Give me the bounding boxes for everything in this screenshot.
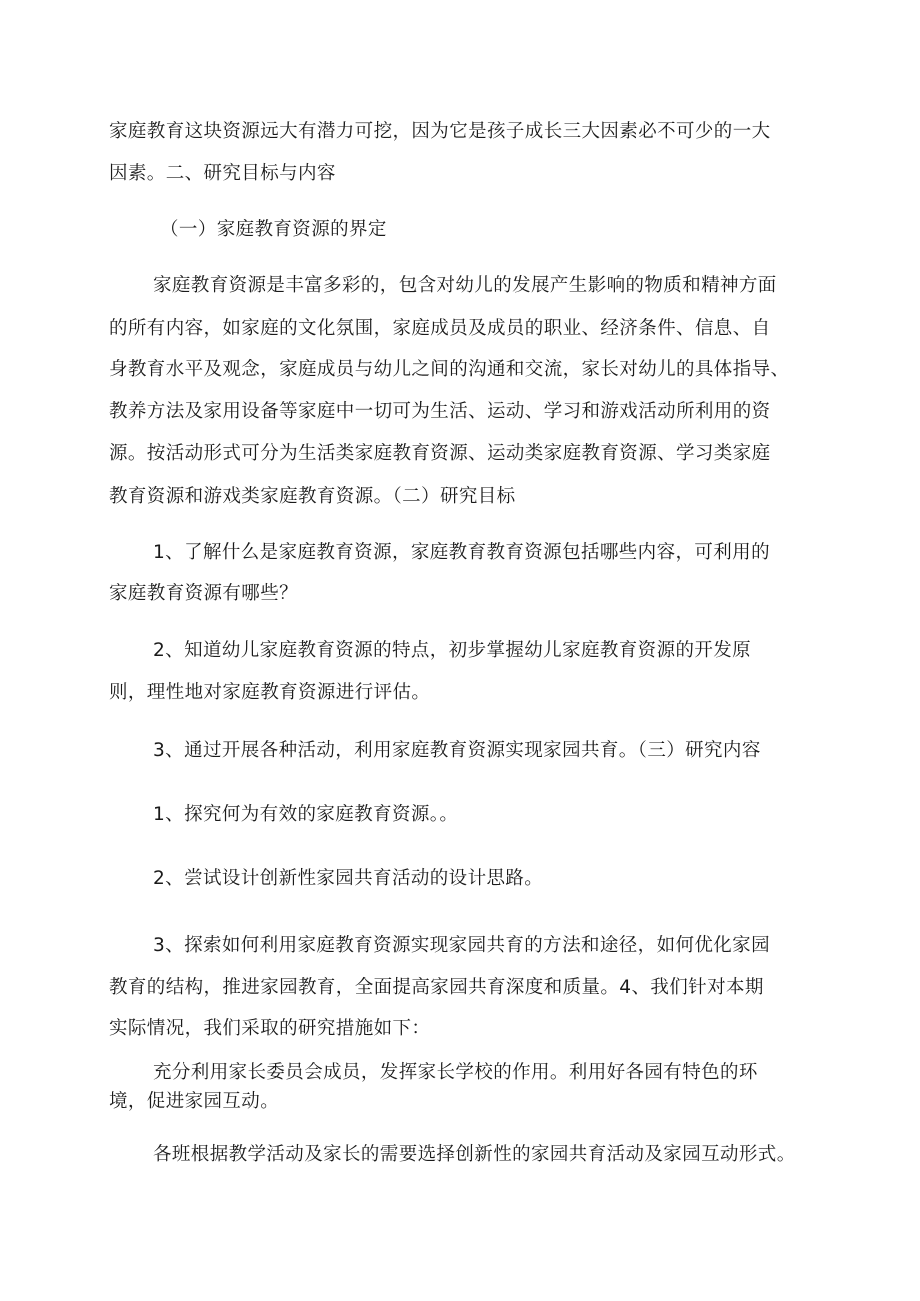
text-line: 家庭教育这块资源远大有潜力可挖，因为它是孩子成长三大因素必不可少的一大	[109, 121, 771, 142]
section-heading: （一）家庭教育资源的界定	[160, 219, 387, 240]
text-line: 1、了解什么是家庭教育资源，家庭教育教育资源包括哪些内容，可利用的	[153, 542, 770, 563]
text-line: 的所有内容，如家庭的文化氛围，家庭成员及成员的职业、经济条件、信息、自	[109, 318, 771, 339]
text-line: 家庭教育资源是丰富多彩的，包含对幼儿的发展产生影响的物质和精神方面	[153, 275, 777, 296]
text-line: 实际情况，我们采取的研究措施如下：	[109, 1018, 431, 1039]
text-line: 源。按活动形式可分为生活类家庭教育资源、运动类家庭教育资源、学习类家庭	[109, 443, 771, 464]
text-line: 3、探索如何利用家庭教育资源实现家园共育的方法和途径，如何优化家园	[153, 935, 770, 956]
text-line: 家庭教育资源有哪些？	[109, 583, 299, 604]
text-line: 3、通过开展各种活动，利用家庭教育资源实现家园共育。（三）研究内容	[153, 740, 761, 761]
text-line: 教育的结构，推进家园教育，全面提高家园共育深度和质量。4、我们针对本期	[109, 977, 764, 998]
text-line: 1、探究何为有效的家庭教育资源。。	[153, 804, 459, 825]
text-line: 教育资源和游戏类家庭教育资源。（二）研究目标	[109, 486, 516, 507]
text-line: 教养方法及家用设备等家庭中一切可为生活、运动、学习和游戏活动所利用的资	[109, 401, 771, 422]
text-line: 则，理性地对家庭教育资源进行评估。	[109, 682, 431, 703]
text-line: 2、知道幼儿家庭教育资源的特点，初步掌握幼儿家庭教育资源的开发原	[153, 640, 752, 661]
text-line: 因素。二、研究目标与内容	[109, 163, 336, 184]
text-line: 充分利用家长委员会成员，发挥家长学校的作用。利用好各园有特色的环	[153, 1062, 758, 1083]
text-line: 身教育水平及观念，家庭成员与幼儿之间的沟通和交流，家长对幼儿的具体指导、	[109, 359, 790, 380]
text-line: 各班根据教学活动及家长的需要选择创新性的家园共育活动及家园互动形式。	[153, 1144, 796, 1165]
text-line: 境，促进家园互动。	[109, 1091, 280, 1112]
text-line: 2、尝试设计创新性家园共育活动的设计思路。	[153, 868, 544, 889]
